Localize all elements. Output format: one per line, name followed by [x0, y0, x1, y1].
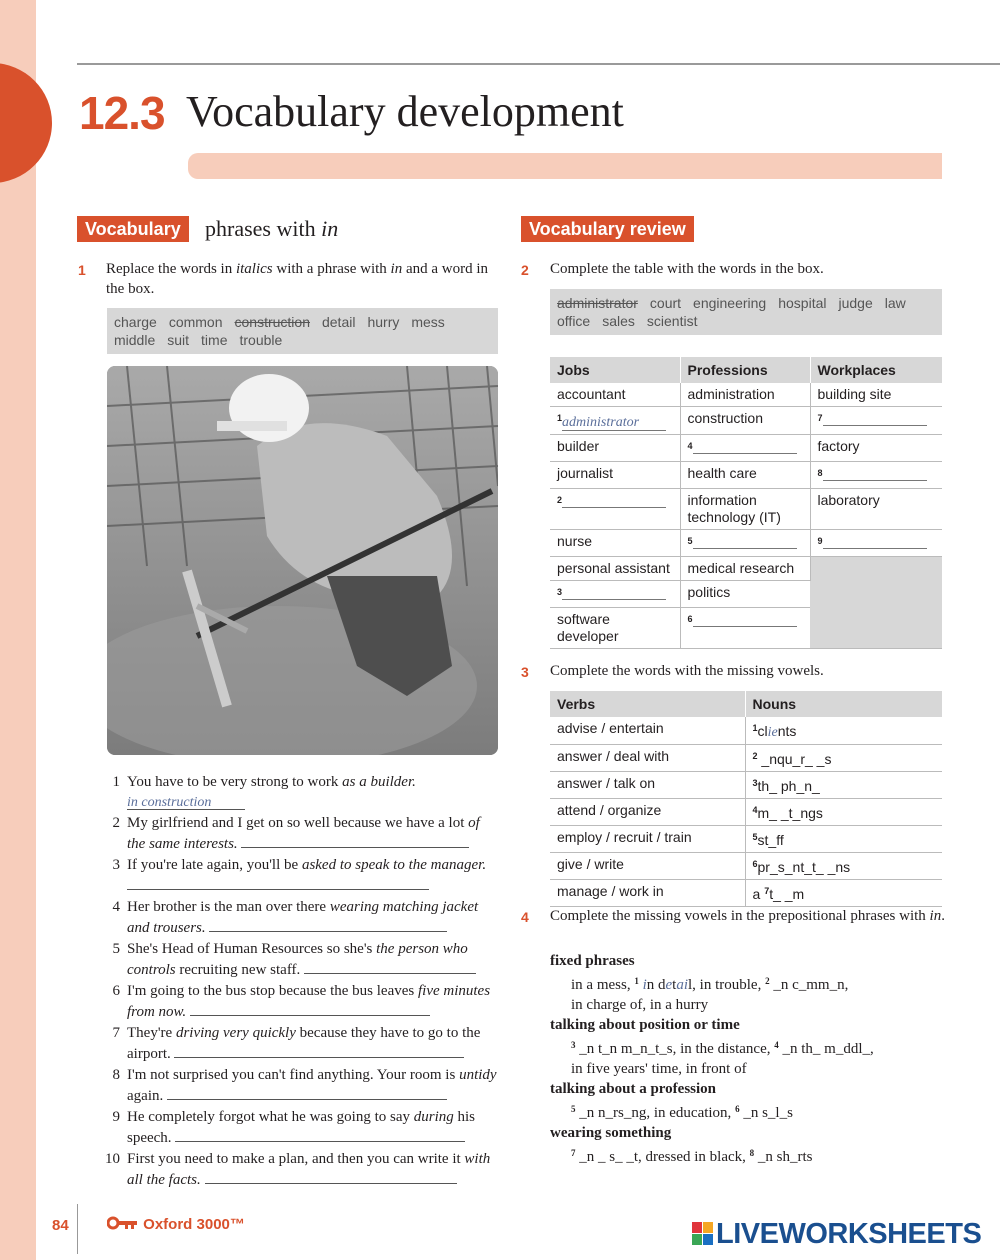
position-time-line-2: in five years' time, in front of [571, 1061, 747, 1077]
blank-cell-3[interactable]: 3 [550, 581, 680, 608]
exercise-1-instruction: Replace the words in italics with a phrase with in and a word in the box. [106, 261, 489, 297]
answer-10-field[interactable] [205, 1170, 457, 1184]
noun-5[interactable]: $^5$st_ff [745, 826, 942, 853]
table-row: attend / organize $^4$m_ _t_ngs [550, 799, 942, 826]
sentence-3: 3 If you're late again, you'll be asked to speak to the manager. [100, 856, 500, 896]
table-row: employ / recruit / train $^5$st_ff [550, 826, 942, 853]
sentence-10: 10 First you need to make a plan, and then you can write it with all the facts. [105, 1151, 491, 1188]
col-header-workplaces: Workplaces [810, 357, 942, 383]
answer-5-field[interactable] [304, 960, 476, 974]
sentence-6: 6 I'm going to the bus stop because the bus leaves five minutes from now. [112, 983, 491, 1020]
table-row: personal assistant medical research [550, 557, 942, 581]
sentence-8: 8 I'm not surprised you can't find anything. Your room is untidy again. [112, 1067, 497, 1104]
table-row: manage / work in a $^7$t_ _m [550, 880, 942, 907]
blank-cell-2[interactable]: 2 [550, 489, 680, 530]
table-row: $^3$ politics [550, 581, 942, 608]
exercise-4-number: 4 [521, 909, 529, 925]
col-header-jobs: Jobs [550, 357, 680, 383]
answer-9-field[interactable] [175, 1128, 465, 1142]
table-row: answer / deal with $^2$ _nqu_r_ _s [550, 745, 942, 772]
noun-6[interactable]: $^6$pr_s_nt_t_ _ns [745, 853, 942, 880]
noun-3[interactable]: $^3$th_ ph_n_ [745, 772, 942, 799]
sentence-2: 2 My girlfriend and I get on so well because we have a lot of the same interests. [112, 815, 480, 852]
sentence-4: 4 Her brother is the man over there wearing matching jacket and trousers. [112, 899, 479, 936]
exercise-4-phrases [550, 951, 950, 1167]
table-row: journalist health care $^8$ [550, 462, 942, 489]
position-time-line-1: $^3$ _n t_n m_n_t_s, in the distance, $^4$ _n th_ m_ddl_, [571, 1040, 874, 1057]
category-position-time: talking about position or time [550, 1017, 740, 1033]
col-header-verbs: Verbs [550, 691, 745, 717]
exercise-4-instruction: Complete the missing vowels in the prepositional phrases with in. [550, 908, 945, 924]
blank-cell-5[interactable]: 5 [680, 530, 810, 557]
table-row: nurse $^5$ $^9$ [550, 530, 942, 557]
fixed-phrases-line-2: in charge of, in a hurry [571, 997, 709, 1013]
col-header-nouns: Nouns [745, 691, 942, 717]
blank-cell-9[interactable]: 9 [810, 530, 942, 557]
table-row: answer / talk on $^3$th_ ph_n_ [550, 772, 942, 799]
answer-7-field[interactable] [174, 1044, 464, 1058]
blank-cell-6[interactable]: 6 [680, 608, 810, 649]
liveworksheets-icon [692, 1222, 714, 1246]
header-band [188, 153, 942, 179]
table-row: accountant administration building site [550, 383, 942, 407]
profession-line: $^5$ _n n_rs_ng, in education, $^6$ _n s_l_s [571, 1104, 793, 1121]
construction-worker-photo [107, 366, 498, 755]
answer-1-field[interactable]: in construction [127, 796, 245, 810]
grey-empty-cell [810, 557, 942, 649]
sentence-5: 5 She's Head of Human Resources so she's the person who controls recruiting new staff. [100, 940, 500, 980]
sentence-1: 1 You have to be very strong to work as a builder. in construction [112, 774, 416, 810]
table-row: builder $^4$ factory [550, 435, 942, 462]
blank-cell-7[interactable]: 7 [810, 407, 942, 435]
answer-8-field[interactable] [167, 1086, 447, 1100]
exercise-1-sentences [100, 773, 500, 1192]
noun-4[interactable]: $^4$m_ _t_ngs [745, 799, 942, 826]
fixed-phrases-line-1: in a mess, $^1$ in detail, in trouble, $^2$ _n c_mm_n, [571, 976, 849, 993]
blank-cell-8[interactable]: 8 [810, 462, 942, 489]
wearing-line: $^7$ _n _ s_ _t, dressed in black, $^8$ _n sh_rts [571, 1148, 813, 1165]
answer-2-field[interactable] [241, 834, 469, 848]
vocabulary-review-tag: Vocabulary review [521, 216, 694, 242]
vocabulary-subtitle: phrases with in [205, 216, 339, 241]
liveworksheets-logo[interactable]: LIVEWORKSHEETS [692, 1218, 981, 1251]
exercise-2-number: 2 [521, 262, 529, 278]
answer-6-field[interactable] [190, 1002, 430, 1016]
left-margin-strip [0, 0, 36, 1260]
table-row: software developer $^6$ [550, 608, 942, 649]
exercise-2-word-box: administrator court engineering hospital judge law office sales scientist [550, 289, 942, 335]
table-row: advise / entertain $^1$clients [550, 717, 942, 745]
header-rule [77, 63, 1000, 65]
table-row: give / write $^6$pr_s_nt_t_ _ns [550, 853, 942, 880]
sentence-7: 7 They're driving very quickly because they have to go to the airport. [112, 1025, 481, 1062]
oxford-3000-label: Oxford 3000™ [107, 1216, 245, 1233]
exercise-1-word-box: charge common construction detail hurry mess middle suit time trouble [107, 308, 498, 354]
vocabulary-tag: Vocabulary [77, 216, 189, 242]
category-wearing: wearing something [550, 1125, 672, 1141]
noun-7[interactable]: a $^7$t_ _m [745, 880, 942, 907]
page-number: 84 [52, 1217, 69, 1234]
blank-cell-1[interactable]: $^1$administrator [550, 407, 680, 435]
sentence-9: 9 He completely forgot what he was going to say during his speech. [112, 1109, 476, 1146]
blank-cell-4[interactable]: 4 [680, 435, 810, 462]
col-header-professions: Professions [680, 357, 810, 383]
footer-divider [77, 1204, 78, 1254]
exercise-1-number: 1 [78, 262, 86, 278]
table-row: $^2$ information technology (IT) laboratory [550, 489, 942, 530]
exercise-3-table [550, 691, 942, 907]
category-fixed-phrases: fixed phrases [550, 953, 635, 969]
answer-3-field[interactable] [127, 876, 429, 890]
unit-circle-decoration [0, 63, 52, 183]
exercise-3-instruction: Complete the words with the missing vowels. [550, 663, 824, 679]
exercise-2-instruction: Complete the table with the words in the box. [550, 261, 824, 277]
exercise-3-number: 3 [521, 664, 529, 680]
key-icon [107, 1216, 139, 1230]
exercise-2-table [550, 357, 942, 649]
answer-4-field[interactable] [209, 918, 447, 932]
page-title: Vocabulary development [186, 87, 624, 136]
noun-2[interactable]: $^2$ _nqu_r_ _s [745, 745, 942, 772]
unit-number: 12.3 [79, 87, 165, 139]
noun-1[interactable]: $^1$clients [745, 717, 942, 745]
category-profession: talking about a profession [550, 1081, 717, 1097]
table-row: $^1$administrator construction $^7$ [550, 407, 942, 435]
